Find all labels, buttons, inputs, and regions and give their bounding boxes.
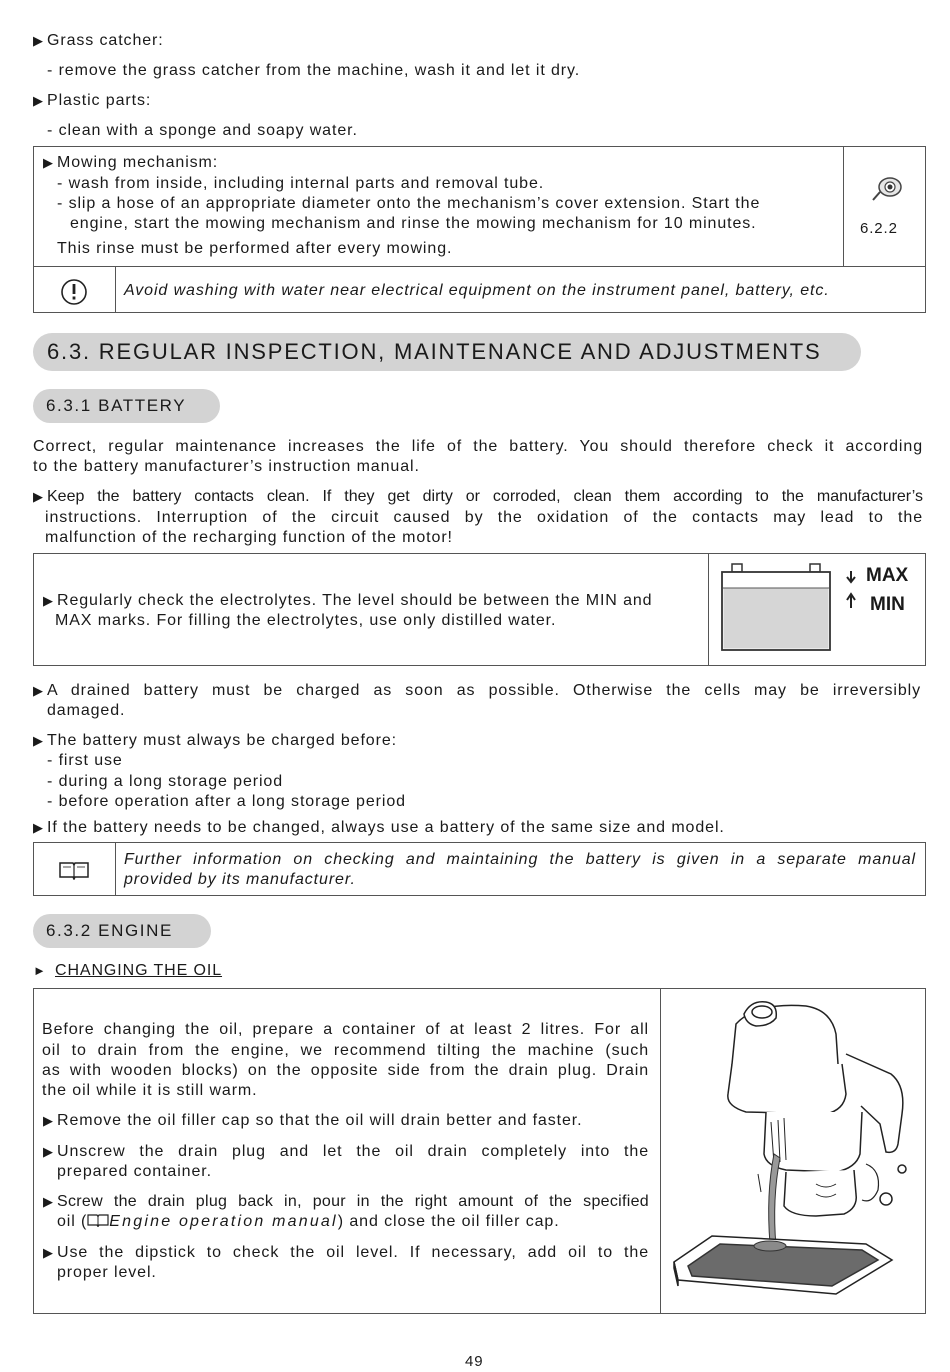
bullet-triangle-icon: ▶ — [33, 489, 44, 504]
battery-contacts-line-1: Keep the battery contacts clean. If they get dirty or corroded, clean them according to the manufacturer’s — [47, 488, 923, 505]
battery-contacts-item — [33, 487, 923, 507]
mowing-step-2b: engine, start the mowing mechanism and rinse the mowing mechanism for 10 minutes. — [70, 215, 757, 232]
drained-line-1: A drained battery must be charged as soon as possible. Otherwise the cells may be irreversibly — [47, 682, 921, 699]
grass-catcher-label: Grass catcher: — [47, 32, 164, 49]
drained-line-2: damaged. — [47, 702, 126, 719]
oil-step-4 — [43, 1243, 650, 1263]
mowing-note: This rinse must be performed after every mowing. — [57, 240, 453, 257]
battery-intro-line-2: to the battery manufacturer’s instruction manual. — [33, 458, 420, 475]
battery-heading: 6.3.1 BATTERY — [33, 389, 220, 423]
plastic-parts-step: - clean with a sponge and soapy water. — [47, 122, 358, 139]
battery-contacts-line-2: instructions. Interruption of the circuit caused by the oxidation of the contacts may lead to the — [45, 509, 923, 526]
section-heading: 6.3. REGULAR INSPECTION, MAINTENANCE AND ADJUSTMENTS — [33, 333, 861, 371]
battery-intro-line-1: Correct, regular maintenance increases the life of the battery. You should therefore check it according — [33, 438, 923, 455]
oil-step-4-line-2: proper level. — [57, 1264, 157, 1281]
manual-book-icon — [87, 1213, 109, 1227]
oil-step-3-prefix: oil ( — [57, 1213, 88, 1230]
engine-heading: 6.3.2 ENGINE — [33, 914, 211, 948]
battery-replace-text: If the battery needs to be changed, always use a battery of the same size and model. — [47, 819, 725, 836]
bullet-triangle-icon: ▶ — [33, 33, 44, 48]
plastic-parts-item — [33, 91, 151, 111]
oil-step-1 — [43, 1111, 582, 1131]
drained-battery-item — [33, 681, 923, 701]
warning-icon — [60, 278, 88, 306]
electrolyte-line-1: Regularly check the electrolytes. The level should be between the MIN and — [57, 592, 653, 609]
battery-info-line-1: Further information on checking and maintaining the battery is given in a separate manual — [124, 851, 916, 868]
mowing-title-text: Mowing mechanism: — [57, 154, 219, 171]
bullet-triangle-icon: ▶ — [43, 593, 54, 608]
min-label: MIN — [870, 594, 905, 615]
changing-oil-title: CHANGING THE OIL — [55, 962, 223, 979]
bullet-triangle-icon: ▶ — [33, 93, 44, 108]
grass-catcher-item — [33, 31, 164, 51]
battery-info-line-2: provided by its manufacturer. — [124, 871, 356, 888]
changing-oil-heading — [33, 961, 222, 981]
bullet-triangle-icon: ▶ — [43, 1245, 54, 1260]
charged-before-item — [33, 731, 397, 751]
manual-book-icon — [58, 860, 90, 880]
mowing-step-2a: - slip a hose of an appropriate diameter onto the mechanism’s cover extension. Start the — [57, 195, 761, 212]
section-reference: 6.2.2 — [860, 220, 898, 237]
bullet-triangle-icon: ▶ — [43, 1194, 54, 1209]
oil-intro-line-4: the oil while it is still warm. — [42, 1082, 258, 1099]
inspection-icon — [868, 174, 908, 204]
bullet-triangle-icon: ▶ — [33, 820, 44, 835]
oil-step-4-line-1: Use the dipstick to check the oil level. If necessary, add oil to the — [57, 1244, 649, 1261]
bullet-triangle-icon: ▶ — [33, 683, 44, 698]
mowing-mechanism-title — [43, 153, 218, 173]
oil-step-2-line-2: prepared container. — [57, 1163, 212, 1180]
grass-catcher-step: - remove the grass catcher from the machine, wash it and let it dry. — [47, 62, 581, 79]
electrolyte-item — [43, 591, 652, 611]
charged-before-text: The battery must always be charged before: — [47, 732, 397, 749]
oil-intro-line-3: as with wooden blocks) on the opposite side from the drain plug. Drain — [42, 1062, 649, 1079]
oil-step-3-suffix: ) and close the oil filler cap. — [337, 1213, 560, 1230]
engine-manual-reference: Engine operation manual — [109, 1213, 338, 1230]
bullet-triangle-icon: ▶ — [43, 1144, 54, 1159]
oil-intro-line-2: oil to drain from the engine, we recommend tilting the machine (such — [42, 1042, 649, 1059]
oil-intro-line-1: Before changing the oil, prepare a container of at least 2 litres. For all — [42, 1021, 649, 1038]
bullet-triangle-icon: ► — [33, 963, 47, 978]
bullet-triangle-icon: ▶ — [43, 1113, 54, 1128]
mowing-step-1: - wash from inside, including internal parts and removal tube. — [57, 175, 545, 192]
battery-replace-item — [33, 818, 725, 838]
max-label: MAX — [866, 565, 909, 586]
oil-step-1-text: Remove the oil filler cap so that the oil will drain better and faster. — [57, 1112, 583, 1129]
electrolyte-line-2: MAX marks. For filling the electrolytes, use only distilled water. — [55, 612, 557, 629]
oil-step-2-line-1: Unscrew the drain plug and let the oil drain completely into the — [57, 1143, 649, 1160]
charged-item-2: - during a long storage period — [47, 773, 284, 790]
page-number: 49 — [465, 1353, 484, 1370]
oil-step-2 — [43, 1142, 650, 1162]
charged-item-1: - first use — [47, 752, 123, 769]
charged-item-3: - before operation after a long storage period — [47, 793, 406, 810]
oil-step-3-line-1: Screw the drain plug back in, pour in the right amount of the specified — [57, 1193, 649, 1210]
oil-drain-illustration — [666, 994, 920, 1308]
warning-text: Avoid washing with water near electrical equipment on the instrument panel, battery, etc. — [124, 282, 830, 299]
oil-step-3 — [43, 1192, 650, 1212]
battery-contacts-line-3: malfunction of the recharging function of the motor! — [45, 529, 453, 546]
plastic-parts-label: Plastic parts: — [47, 92, 152, 109]
oil-step-3-line-2 — [57, 1212, 560, 1232]
bullet-triangle-icon: ▶ — [33, 733, 44, 748]
bullet-triangle-icon: ▶ — [43, 155, 54, 170]
